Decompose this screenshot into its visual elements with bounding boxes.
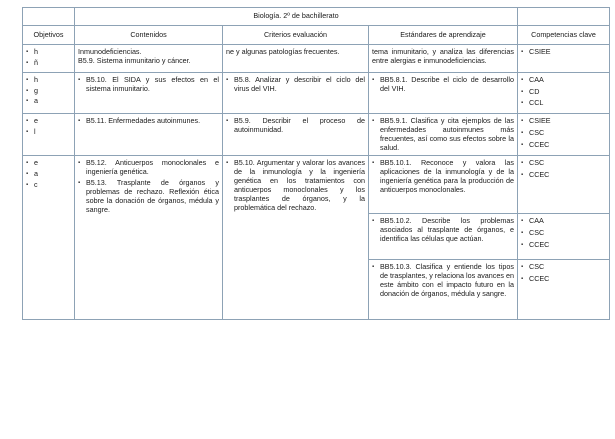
estandares-cell xyxy=(369,44,518,72)
competencia-item: ▪ CAA xyxy=(521,217,606,226)
competencia-item: ▪ CCEC xyxy=(521,275,606,284)
objetivo-item: ▪ h xyxy=(26,76,71,85)
competencia-item: ▪ CAA xyxy=(521,76,606,85)
criterio-item: ▪ B5.8. Analizar y describir el ciclo del virus del VIH. xyxy=(226,76,365,94)
objetivos-cell xyxy=(23,114,75,156)
estandares-cell xyxy=(369,72,518,114)
objetivo-item: ▪ e xyxy=(26,117,71,126)
competencia-item: ▪ CSIEE xyxy=(521,117,606,126)
objetivo-item: ▪ h xyxy=(26,48,71,57)
estandares-cell xyxy=(369,260,518,320)
estandares-cell xyxy=(369,114,518,156)
contenido-item: ▪ B5.12. Anticuerpos monoclonales e ingeniería genética. xyxy=(78,159,219,177)
objetivos-cell xyxy=(23,72,75,114)
header-contenidos: Contenidos xyxy=(75,25,223,44)
table-row xyxy=(23,156,610,214)
criterios-cell xyxy=(223,114,369,156)
criterios-cell xyxy=(223,44,369,72)
competencia-item: ▪ CCEC xyxy=(521,141,606,150)
curriculum-table xyxy=(22,7,610,320)
competencia-item: ▪ CSC xyxy=(521,229,606,238)
contenido-item: ▪ B5.10. El SIDA y sus efectos en el sistema inmunitario. xyxy=(78,76,219,94)
objetivo-item: ▪ a xyxy=(26,170,71,179)
contenido-text: Inmunodeficiencias. xyxy=(78,46,142,56)
estandar-item: ▪ BB5.10.2. Describe los problemas asociados al trasplante de órganos, e identifica las células que actúan. xyxy=(372,217,514,244)
competencias-cell xyxy=(518,72,610,114)
competencia-item: ▪ CD xyxy=(521,88,606,97)
contenidos-cell xyxy=(75,114,223,156)
table-row xyxy=(23,114,610,156)
contenidos-cell xyxy=(75,44,223,72)
objetivos-cell xyxy=(23,44,75,72)
estandar-item: ▪ BB5.8.1. Describe el ciclo de desarrollo del VIH. xyxy=(372,76,514,94)
contenidos-cell xyxy=(75,72,223,114)
objetivo-item: ▪ g xyxy=(26,87,71,96)
competencia-item: ▪ CCL xyxy=(521,99,606,108)
contenidos-cell xyxy=(75,156,223,320)
objetivos-cell xyxy=(23,156,75,320)
objetivo-item: ▪ l xyxy=(26,128,71,137)
estandar-item: ▪ BB5.9.1. Clasifica y cita ejemplos de las enfermedades autoinmunes más frecuentes, así como sus efectos sobre la salud. xyxy=(372,117,514,153)
title-row xyxy=(23,8,610,26)
competencia-item: ▪ CCEC xyxy=(521,171,606,180)
criterio-item: ▪ B5.9. Describir el proceso de autoinmunidad. xyxy=(226,117,365,135)
competencias-cell xyxy=(518,260,610,320)
criterios-cell xyxy=(223,72,369,114)
competencias-cell xyxy=(518,114,610,156)
header-objetivos: Objetivos xyxy=(23,25,75,44)
competencia-item: ▪ CSC xyxy=(521,263,606,272)
contenido-item: ▪ B5.13. Trasplante de órganos y problemas de rechazo. Reflexión ética sobre la donación de órganos, médula y sangre. xyxy=(78,179,219,215)
header-row xyxy=(23,25,610,44)
objetivo-item: ▪ ñ xyxy=(26,59,71,68)
title-blank-cell xyxy=(23,8,75,26)
contenido-text: B5.9. Sistema inmunitario y cáncer. xyxy=(78,55,191,65)
table-row xyxy=(23,72,610,114)
estandar-item: ▪ BB5.10.3. Clasifica y entiende los tipos de trasplantes, y relaciona los avances en este ámbito con el impacto futuro en la donación de órganos, médula y sangre. xyxy=(372,263,514,299)
estandares-cell xyxy=(369,156,518,214)
competencia-item: ▪ CSC xyxy=(521,129,606,138)
estandares-cell xyxy=(369,214,518,260)
objetivo-item: ▪ c xyxy=(26,181,71,190)
objetivo-item: ▪ a xyxy=(26,97,71,106)
criterio-item: ▪ B5.10. Argumentar y valorar los avances de la inmunología y la ingeniería genética en los tratamientos con anticuerpos monoclonales y los trasplantes de órganos, y la problemática del rechazo. xyxy=(226,159,365,212)
objetivo-item: ▪ e xyxy=(26,159,71,168)
estandar-text: tema inmunitario, y analiza las diferencias entre alergias e inmunodeficiencias. xyxy=(372,46,514,65)
table-title: Biología. 2º de bachillerato xyxy=(75,8,518,26)
estandar-item: ▪ BB5.10.1. Reconoce y valora las aplicaciones de la inmunología y de la ingeniería genética para la producción de anticuerpos monoclonales. xyxy=(372,159,514,195)
criterio-text: ne y algunas patologías frecuentes. xyxy=(226,46,340,56)
header-competencias: Competencias clave xyxy=(518,25,610,44)
competencia-item: ▪ CSC xyxy=(521,159,606,168)
competencias-cell xyxy=(518,214,610,260)
competencias-cell xyxy=(518,44,610,72)
competencias-cell xyxy=(518,156,610,214)
competencia-item: ▪ CCEC xyxy=(521,241,606,250)
title-blank-cell xyxy=(518,8,610,26)
table-row xyxy=(23,44,610,72)
criterios-cell xyxy=(223,156,369,320)
competencia-item: ▪ CSIEE xyxy=(521,48,606,57)
header-criterios: Criterios evaluación xyxy=(223,25,369,44)
header-estandares: Estándares de aprendizaje xyxy=(369,25,518,44)
contenido-item: ▪ B5.11. Enfermedades autoinmunes. xyxy=(78,117,219,126)
